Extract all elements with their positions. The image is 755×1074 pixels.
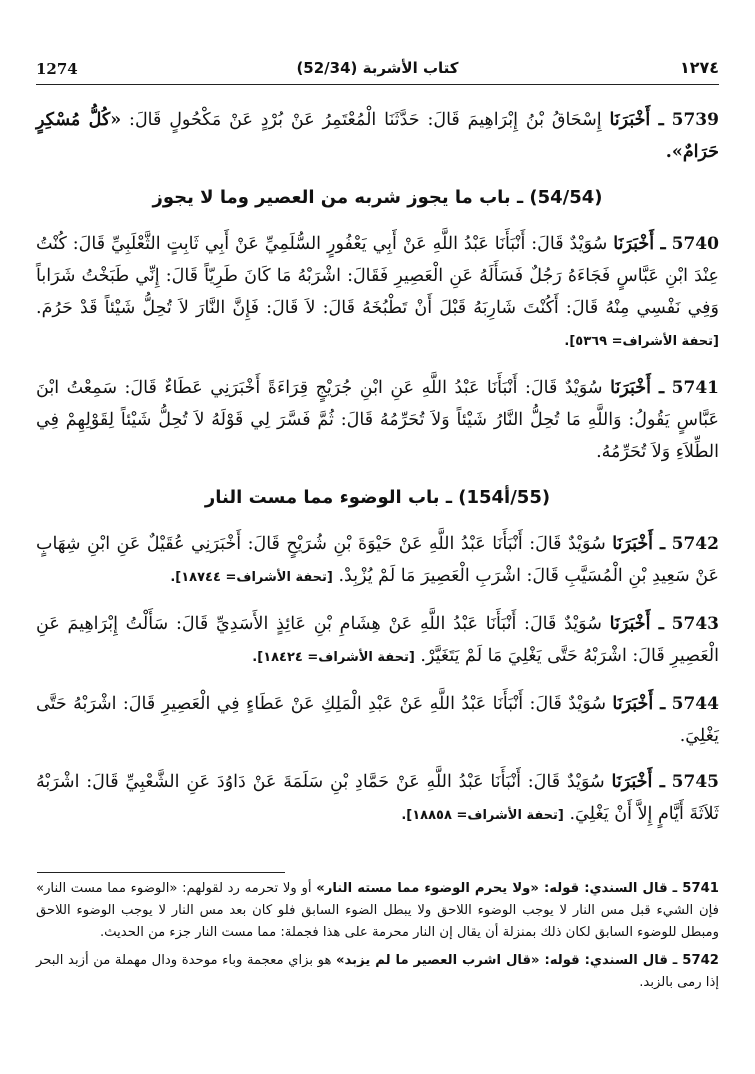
hadith-text: سُوَيْدٌ قَالَ: أَنْبَأَنَا عَبْدُ اللَّهِ عَنْ هِشَامِ بْنِ عَائِذٍ الأَسَدِيِّ قَالَ: سَأَلْتُ إِبْرَاهِيمَ عَنِ الْعَصِيرِ قَالَ: اشْرَبْهُ حَتَّى يَغْلِيَ مَا لَمْ يَتَغَيَّرْ. bbox=[36, 614, 719, 666]
footnote-heading: 5741 ـ قال السندي: قوله: «ولا يحرم الوضوء مما مسته النار» bbox=[316, 881, 719, 896]
footnote-5742 bbox=[36, 950, 719, 994]
hadith-number: 5742 bbox=[671, 534, 719, 554]
hadith-number: 5739 bbox=[671, 110, 719, 130]
akhbarana-keyword: ـ أَخْبَرَنَا bbox=[609, 110, 664, 130]
hadith-text: سُوَيْدٌ قَالَ: أَنْبَأَنَا عَبْدُ اللَّهِ عَنْ حَيْوَةَ بْنِ شُرَيْحٍ قَالَ: أَخْبَرَنِي عُقَيْلٌ عَنِ ابْنِ شِهَابٍ عَنْ سَعِيدِ بْنِ الْمُسَيَّبِ قَالَ: اشْرَبِ الْعَصِيرَ مَا لَمْ يُزْبِدْ. bbox=[36, 534, 719, 586]
footnotes bbox=[36, 878, 719, 1000]
hadith-5741 bbox=[36, 372, 719, 468]
hadith-number: 5740 bbox=[671, 234, 719, 254]
hadith-number: 5744 bbox=[671, 694, 719, 714]
hadith-text: سُوَيْدٌ قَالَ: أَنْبَأَنَا عَبْدُ اللَّهِ عَنْ عَبْدِ الْمَلِكِ عَنْ عَطَاءٍ فِي الْعَصِيرِ قَالَ: اشْرَبْهُ حَتَّى يَغْلِيَ. bbox=[36, 694, 719, 746]
hadith-number: 5743 bbox=[671, 614, 719, 634]
main-text bbox=[36, 104, 719, 846]
footnote-5741 bbox=[36, 878, 719, 944]
hadith-text: سُوَيْدٌ قَالَ: أَنْبَأَنَا عَبْدُ اللَّهِ عَنْ أَبِي يَعْفُورٍ السُّلَمِيِّ عَنْ أَبِي ثَابِتٍ الثَّعْلَبِيِّ قَالَ: كُنْتُ عِنْدَ ابْنِ عَبَّاسٍ فَجَاءَهُ رَجُلٌ فَسَأَلَهُ عَنِ الْعَصِيرِ فَقَالَ: اشْرَبْهُ مَا كَانَ طَرِيّاً قَالَ: إِنِّي طَبَخْتُ شَرَاباً وَفِي نَفْسِي مِنْهُ قَالَ: أَكُنْتَ شَارِبَهُ قَبْلَ أَنْ تَطْبُخَهُ قَالَ: لاَ قَالَ: فَإِنَّ النَّارَ لاَ تُحِلُّ شَيْئاً قَدْ حَرُمَ. bbox=[36, 234, 719, 318]
hadith-matn: «كُلُّ مُسْكِرٍ حَرَامٌ». bbox=[36, 110, 719, 162]
hadith-5745 bbox=[36, 766, 719, 832]
akhbarana-keyword: ـ أَخْبَرَنَا bbox=[612, 694, 666, 714]
akhbarana-keyword: ـ أَخْبَرَنَا bbox=[610, 378, 665, 398]
akhbarana-keyword: ـ أَخْبَرَنَا bbox=[612, 534, 666, 554]
hadith-5739 bbox=[36, 104, 719, 168]
tuhfa-reference: [تحفة الأشراف= ٥٣٦٩]. bbox=[564, 334, 719, 349]
tuhfa-reference: [تحفة الأشراف= ١٨٧٤٤]. bbox=[170, 570, 333, 585]
akhbarana-keyword: ـ أَخْبَرَنَا bbox=[609, 614, 664, 634]
hadith-text: إِسْحَاقُ بْنُ إِبْرَاهِيمَ قَالَ: حَدَّثَنَا الْمُعْتَمِرُ عَنْ بُرْدٍ عَنْ مَكْحُولٍ قَالَ: bbox=[129, 110, 602, 130]
chapter-heading-54: (54/54) ـ باب ما يجوز شربه من العصير وما لا يجوز bbox=[152, 187, 603, 208]
hadith-5740 bbox=[36, 228, 719, 358]
page-number-arabic: ١٢٧٤ bbox=[679, 58, 719, 77]
hadith-number: 5745 bbox=[671, 772, 719, 792]
hadith-5743 bbox=[36, 608, 719, 674]
footnote-text: أو ولا تحرمه رد لقولهم: «الوضوء مما مست النار» فإن الشيء قبل مس النار لا يوجب الوضوء اللاحق ولا يبطل الضوء السابق فلو كان بعد مس النار لا يوجب الوضوء اللاحق ومبطل للوضوء السابق لكان ذلك بمنزلة أن يقال إن النار محرمة على هذا فجملة: مما مست النار جزء من الحديث. bbox=[36, 881, 719, 940]
chapter-heading-55: (55/أ154) ـ باب الوضوء مما مست النار bbox=[204, 487, 551, 508]
footnote-text: هو بزاي معجمة وباء موحدة ودال مهملة من أزبد البحر إذا رمى بالزبد. bbox=[36, 953, 719, 990]
tuhfa-reference: [تحفة الأشراف= ١٨٤٢٤]. bbox=[252, 650, 415, 665]
hadith-5742 bbox=[36, 528, 719, 594]
tuhfa-reference: [تحفة الأشراف= ١٨٨٥٨]. bbox=[401, 808, 564, 823]
page-number-latin: 1274 bbox=[36, 60, 78, 78]
hadith-text: سُوَيْدٌ قَالَ: أَنْبَأَنَا عَبْدُ اللَّهِ عَنْ حَمَّادِ بْنِ سَلَمَةَ عَنْ دَاوُدَ عَنِ الشَّعْبِيِّ قَالَ: اشْرَبْهُ ثَلاَثَةَ أَيَّامٍ إِلاَّ أَنْ يَغْلِيَ. bbox=[36, 772, 719, 824]
running-title: (52/34) كتاب الأشربة bbox=[296, 59, 459, 77]
hadith-number: 5741 bbox=[671, 378, 719, 398]
footnote-heading: 5742 ـ قال السندي: قوله: «قال اشرب العصير ما لم يزبد» bbox=[336, 953, 719, 968]
akhbarana-keyword: ـ أَخْبَرَنَا bbox=[613, 234, 666, 254]
page-header bbox=[36, 58, 719, 85]
footnote-divider bbox=[37, 872, 285, 873]
hadith-5744 bbox=[36, 688, 719, 752]
hadith-text: سُوَيْدٌ قَالَ: أَنْبَأَنَا عَبْدُ اللَّهِ عَنِ ابْنِ جُرَيْجٍ قِرَاءَةً أَخْبَرَنِي عَطَاءٌ قَالَ: سَمِعْتُ ابْنَ عَبَّاسٍ يَقُولُ: وَاللَّهِ مَا تُحِلُّ النَّارُ شَيْئاً وَلاَ تُحَرِّمُهُ قَالَ: ثُمَّ فَسَّرَ لِي قَوْلَهُ لاَ تُحِلُّ شَيْئاً لِقَوْلِهِمْ فِي الطِّلاَءِ وَلاَ تُحَرِّمُهُ. bbox=[36, 378, 719, 462]
akhbarana-keyword: ـ أَخْبَرَنَا bbox=[611, 772, 665, 792]
